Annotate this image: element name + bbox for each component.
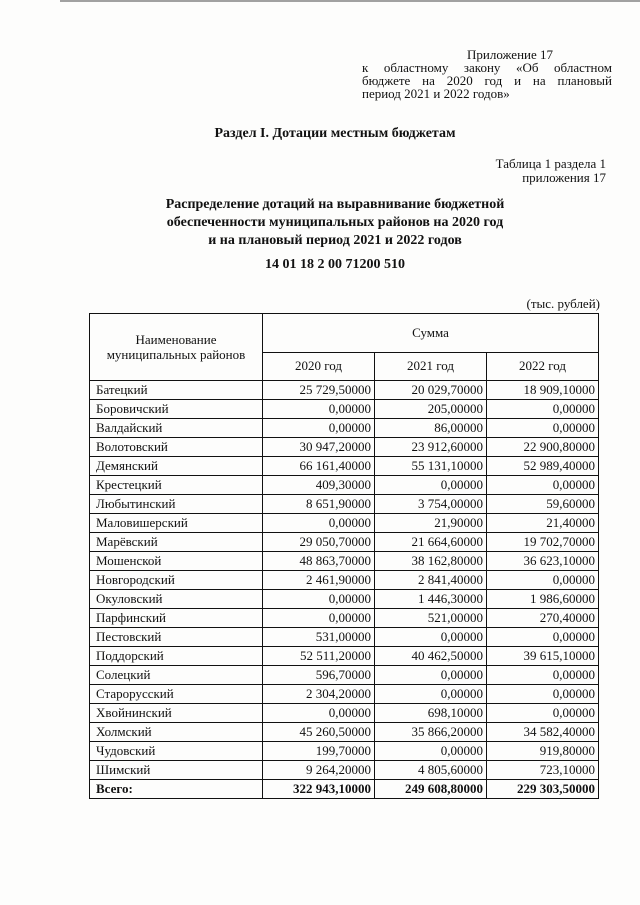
district-name: Батецкий [90, 381, 263, 400]
amount-2021: 21,90000 [375, 514, 487, 533]
amount-2022: 919,80000 [487, 742, 599, 761]
table-row [90, 628, 599, 647]
amount-2020: 0,00000 [263, 514, 375, 533]
table-row [90, 571, 599, 590]
district-name: Новгородский [90, 571, 263, 590]
amount-2022: 18 909,10000 [487, 381, 599, 400]
amount-2021: 38 162,80000 [375, 552, 487, 571]
table-row [90, 438, 599, 457]
table-reference-line: Таблица 1 раздела 1 [495, 156, 606, 171]
amount-2020: 45 260,50000 [263, 723, 375, 742]
section-title: Раздел I. Дотации местным бюджетам [214, 126, 456, 141]
amount-2020: 0,00000 [263, 704, 375, 723]
district-name: Боровичский [90, 400, 263, 419]
table-row [90, 400, 599, 419]
annex-law-line: к областному закону «Об областном [362, 60, 612, 75]
district-name: Волотовский [90, 438, 263, 457]
amount-2022: 52 989,40000 [487, 457, 599, 476]
amount-2022: 0,00000 [487, 400, 599, 419]
title-line: обеспеченности муниципальных районов на 2020 год [166, 215, 504, 230]
amount-2020: 596,70000 [263, 666, 375, 685]
total-label: Всего: [90, 780, 263, 799]
table-row [90, 647, 599, 666]
amount-2021: 2 841,40000 [375, 571, 487, 590]
title-line: и на плановый период 2021 и 2022 годов [208, 233, 462, 248]
scan-top-line [60, 0, 640, 2]
amount-2021: 1 446,30000 [375, 590, 487, 609]
table-row [90, 666, 599, 685]
district-name: Шимский [90, 761, 263, 780]
amount-2021: 205,00000 [375, 400, 487, 419]
amount-2020: 29 050,70000 [263, 533, 375, 552]
header-year-2022: 2022 год [487, 352, 599, 380]
amount-2021: 0,00000 [375, 476, 487, 495]
amount-2020: 2 461,90000 [263, 571, 375, 590]
amount-2020: 0,00000 [263, 419, 375, 438]
amount-2021: 0,00000 [375, 742, 487, 761]
amount-2022: 21,40000 [487, 514, 599, 533]
document-title [130, 196, 540, 250]
district-name: Солецкий [90, 666, 263, 685]
header-sum: Сумма [263, 314, 599, 353]
table-reference-line: приложения 17 [522, 170, 606, 185]
units-label: (тыс. рублей) [526, 296, 600, 311]
amount-2022: 0,00000 [487, 476, 599, 495]
amount-2020: 199,70000 [263, 742, 375, 761]
table-row [90, 609, 599, 628]
amount-2021: 521,00000 [375, 609, 487, 628]
district-name: Мошенской [90, 552, 263, 571]
table-row [90, 590, 599, 609]
amount-2020: 8 651,90000 [263, 495, 375, 514]
amount-2022: 0,00000 [487, 704, 599, 723]
table-row [90, 742, 599, 761]
amount-2020: 52 511,20000 [263, 647, 375, 666]
district-name: Поддорский [90, 647, 263, 666]
amount-2021: 698,10000 [375, 704, 487, 723]
annex-number: Приложение 17 [466, 47, 554, 62]
amount-2021: 35 866,20000 [375, 723, 487, 742]
total-2022: 229 303,50000 [487, 780, 599, 799]
table-row [90, 514, 599, 533]
amount-2020: 66 161,40000 [263, 457, 375, 476]
table-row [90, 533, 599, 552]
district-name: Крестецкий [90, 476, 263, 495]
amount-2020: 25 729,50000 [263, 381, 375, 400]
district-name: Пестовский [90, 628, 263, 647]
amount-2022: 270,40000 [487, 609, 599, 628]
amount-2020: 0,00000 [263, 590, 375, 609]
amount-2020: 48 863,70000 [263, 552, 375, 571]
amount-2020: 30 947,20000 [263, 438, 375, 457]
amount-2021: 20 029,70000 [375, 381, 487, 400]
amount-2021: 23 912,60000 [375, 438, 487, 457]
amount-2020: 2 304,20000 [263, 685, 375, 704]
district-name: Валдайский [90, 419, 263, 438]
annex-law-line: бюджете на 2020 год и на плановый [362, 73, 612, 88]
title-line: Распределение дотаций на выравнивание бюджетной [165, 197, 505, 212]
table-row [90, 419, 599, 438]
subsidy-table [89, 313, 599, 799]
amount-2022: 19 702,70000 [487, 533, 599, 552]
amount-2020: 0,00000 [263, 609, 375, 628]
district-name: Чудовский [90, 742, 263, 761]
amount-2022: 0,00000 [487, 419, 599, 438]
amount-2022: 0,00000 [487, 571, 599, 590]
district-name: Парфинский [90, 609, 263, 628]
table-row [90, 476, 599, 495]
table-reference [496, 157, 606, 185]
district-name: Хвойнинский [90, 704, 263, 723]
amount-2021: 0,00000 [375, 628, 487, 647]
district-name: Маловишерский [90, 514, 263, 533]
table-row [90, 704, 599, 723]
amount-2020: 409,30000 [263, 476, 375, 495]
table-row [90, 723, 599, 742]
amount-2021: 0,00000 [375, 685, 487, 704]
district-name: Любытинский [90, 495, 263, 514]
amount-2022: 36 623,10000 [487, 552, 599, 571]
amount-2021: 3 754,00000 [375, 495, 487, 514]
table-row [90, 761, 599, 780]
amount-2021: 86,00000 [375, 419, 487, 438]
amount-2020: 0,00000 [263, 400, 375, 419]
amount-2022: 0,00000 [487, 628, 599, 647]
district-name: Холмский [90, 723, 263, 742]
table-row [90, 685, 599, 704]
budget-code: 14 01 18 2 00 71200 510 [265, 257, 405, 272]
district-name: Старорусский [90, 685, 263, 704]
table-row [90, 495, 599, 514]
total-2020: 322 943,10000 [263, 780, 375, 799]
amount-2022: 34 582,40000 [487, 723, 599, 742]
amount-2022: 59,60000 [487, 495, 599, 514]
amount-2022: 22 900,80000 [487, 438, 599, 457]
amount-2021: 0,00000 [375, 666, 487, 685]
total-row [90, 780, 599, 799]
annex-reference [362, 48, 612, 100]
district-name: Демянский [90, 457, 263, 476]
header-year-2020: 2020 год [263, 352, 375, 380]
annex-law-line: период 2021 и 2022 годов» [362, 86, 510, 101]
district-name: Окуловский [90, 590, 263, 609]
amount-2021: 40 462,50000 [375, 647, 487, 666]
amount-2022: 0,00000 [487, 666, 599, 685]
total-2021: 249 608,80000 [375, 780, 487, 799]
amount-2022: 723,10000 [487, 761, 599, 780]
header-year-2021: 2021 год [375, 352, 487, 380]
amount-2021: 55 131,10000 [375, 457, 487, 476]
header-district-name: Наименование муниципальных районов [90, 314, 263, 381]
amount-2022: 39 615,10000 [487, 647, 599, 666]
table-row [90, 381, 599, 400]
table-row [90, 457, 599, 476]
district-name: Марёвский [90, 533, 263, 552]
amount-2020: 9 264,20000 [263, 761, 375, 780]
amount-2020: 531,00000 [263, 628, 375, 647]
table-row [90, 552, 599, 571]
amount-2022: 1 986,60000 [487, 590, 599, 609]
amount-2021: 21 664,60000 [375, 533, 487, 552]
amount-2022: 0,00000 [487, 685, 599, 704]
amount-2021: 4 805,60000 [375, 761, 487, 780]
